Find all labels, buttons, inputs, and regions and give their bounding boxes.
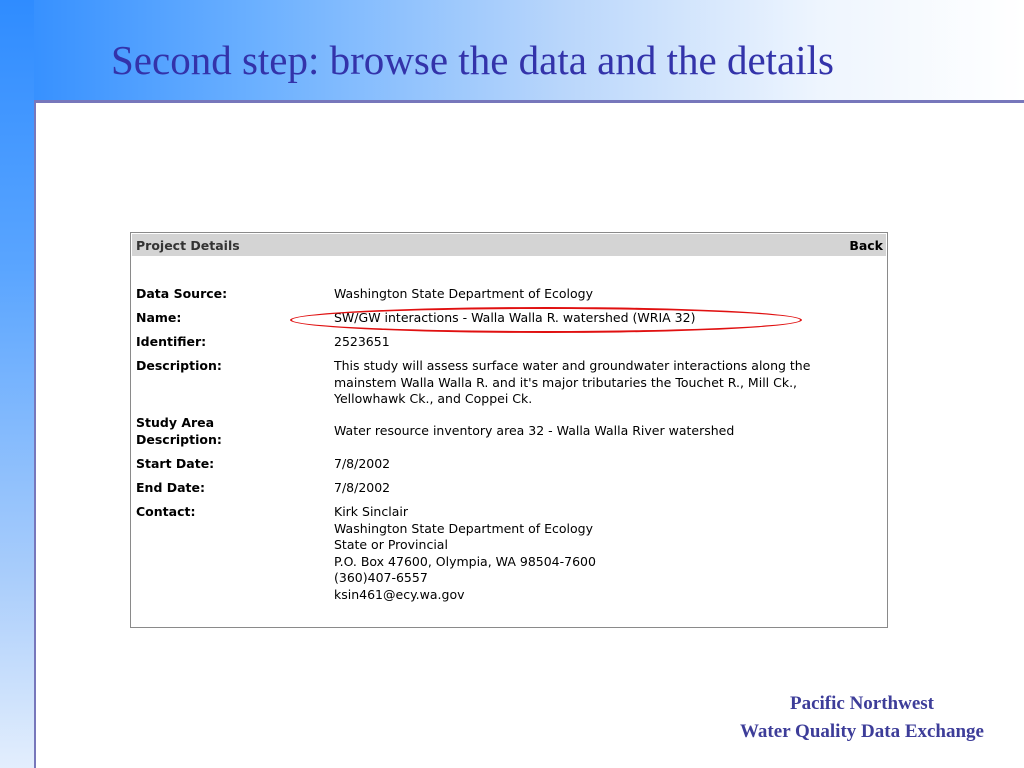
project-details-panel [130, 232, 888, 628]
contact-line: Kirk Sinclair [334, 504, 408, 519]
start-date-label: Start Date: [136, 456, 215, 471]
footer-line: Water Quality Data Exchange [739, 721, 984, 742]
end-date-value: 7/8/2002 [334, 480, 391, 495]
identifier-value: 2523651 [334, 334, 390, 349]
footer-branding [740, 690, 984, 746]
identifier-label: Identifier: [136, 334, 207, 349]
contact-line: Washington State Department of Ecology [334, 520, 593, 536]
left-gradient-band [0, 0, 34, 768]
name-label: Name: [136, 310, 182, 325]
study-area-label-line: Study Area [136, 415, 215, 430]
description-line: This study will assess surface water and groundwater interactions along the [334, 358, 811, 373]
contact-line: State or Provincial [334, 537, 448, 552]
left-divider-line [34, 100, 36, 768]
study-area-label-line: Description: [136, 431, 222, 447]
panel-title: Project Details [136, 238, 240, 253]
study-area-value: Water resource inventory area 32 - Walla Walla River watershed [334, 423, 735, 438]
data-source-value: Washington State Department of Ecology [334, 286, 593, 301]
data-source-label: Data Source: [136, 286, 228, 301]
contact-line: (360)407-6557 [334, 570, 428, 585]
contact-line: P.O. Box 47600, Olympia, WA 98504-7600 [334, 553, 596, 569]
end-date-label: End Date: [136, 480, 206, 495]
title-divider-line [34, 100, 1024, 103]
back-link[interactable]: Back [849, 238, 883, 253]
panel-header [132, 234, 886, 256]
description-line: Yellowhawk Ck., and Coppei Ck. [334, 391, 533, 406]
footer-line: Pacific Northwest [789, 693, 934, 714]
slide-title: Second step: browse the data and the details [111, 37, 834, 83]
start-date-value: 7/8/2002 [334, 456, 391, 471]
description-line: mainstem Walla Walla R. and it's major tributaries the Touchet R., Mill Ck., [334, 374, 798, 390]
contact-label: Contact: [136, 504, 196, 519]
description-label: Description: [136, 358, 222, 373]
name-value: SW/GW interactions - Walla Walla R. watershed (WRIA 32) [334, 310, 696, 325]
contact-email: ksin461@ecy.wa.gov [334, 586, 465, 602]
